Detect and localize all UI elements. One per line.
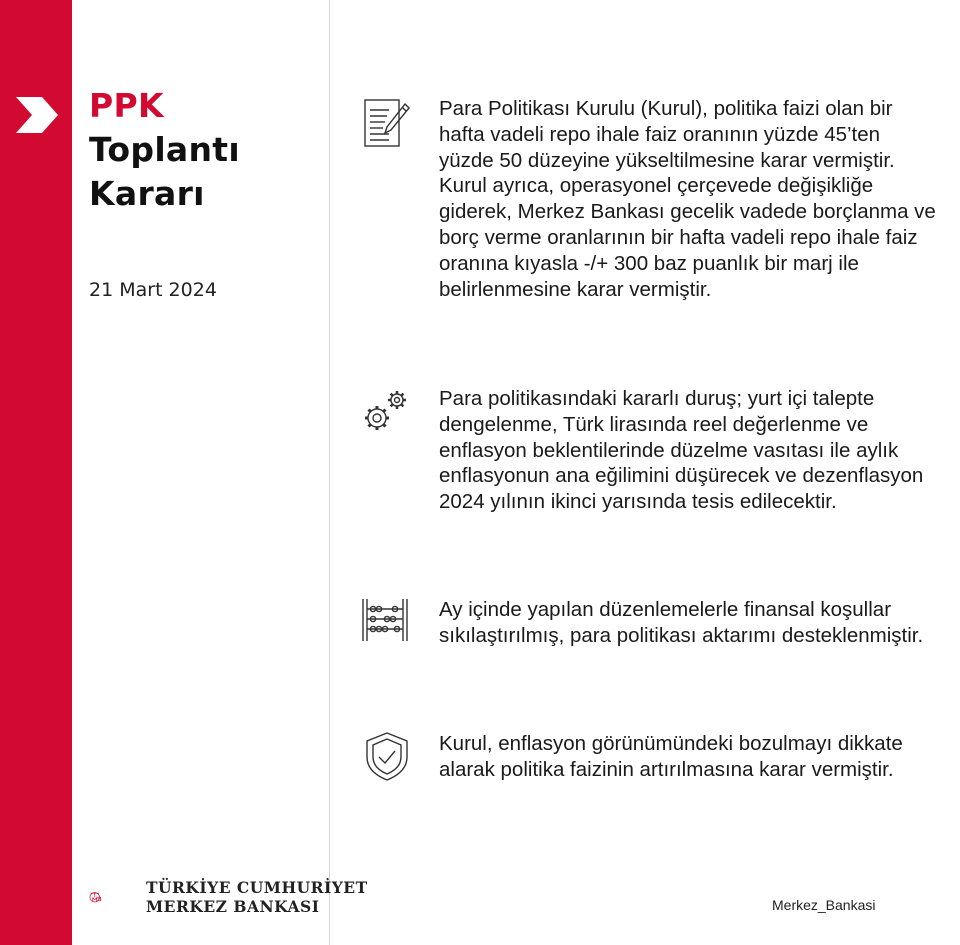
chevron-right-icon	[16, 97, 58, 133]
document-pen-icon	[359, 96, 411, 148]
institution-name-line-1: TÜRKİYE CUMHURİYET	[146, 878, 368, 897]
decision-text: Para Politikası Kurulu (Kurul), politika faizi olan bir hafta vadeli repo ihale faiz oranının yüzde 45’ten yüzde 50 düzeyine yükseltilmesine karar vermiştir. Kurul ayrıca, operasyonel çerçevede değişikliğe giderek, Merkez Bankası gecelik vadede borçlanma ve borç verme oranlarının bir hafta vadeli repo ihale faiz oranına kıyasla -/+ 300 baz puanlık bir marj ile belirlenmesine karar vermiştir.	[439, 97, 936, 301]
institution-name-line-2: MERKEZ BANKASI	[146, 897, 320, 916]
vertical-divider	[329, 0, 330, 945]
social-handle: Merkez_Bankasi	[772, 897, 876, 913]
decision-text: Ay içinde yapılan düzenlemelerle finansal koşullar sıkılaştırılmış, para politikası aktarımı desteklenmiştir.	[439, 598, 924, 647]
meeting-date: 21 Mart 2024	[89, 279, 217, 301]
title-line-2: Kararı	[89, 174, 205, 213]
tcmb-logo	[89, 872, 145, 922]
institution-name	[146, 878, 368, 916]
abacus-icon	[359, 597, 411, 649]
title-line-1: Toplantı	[89, 130, 240, 169]
decision-text: Kurul, enflasyon görünümündeki bozulmayı dikkate alarak politika faizinin artırılmasına karar vermiştir.	[439, 732, 903, 781]
page-title	[89, 84, 240, 216]
title-accent: PPK	[89, 86, 164, 125]
accent-sidebar	[0, 0, 72, 945]
gears-icon	[359, 386, 411, 438]
shield-check-icon	[359, 731, 411, 783]
decision-text: Para politikasındaki kararlı duruş; yurt içi talepte dengelenme, Türk lirasında reel değerlenme ve enflasyon beklentilerinde düzelme vasıtası ile aylık enflasyonun ana eğilimini düşürecek ve dezenflasyon 2024 yılının ikinci yarısında tesis edilecektir.	[439, 387, 924, 514]
